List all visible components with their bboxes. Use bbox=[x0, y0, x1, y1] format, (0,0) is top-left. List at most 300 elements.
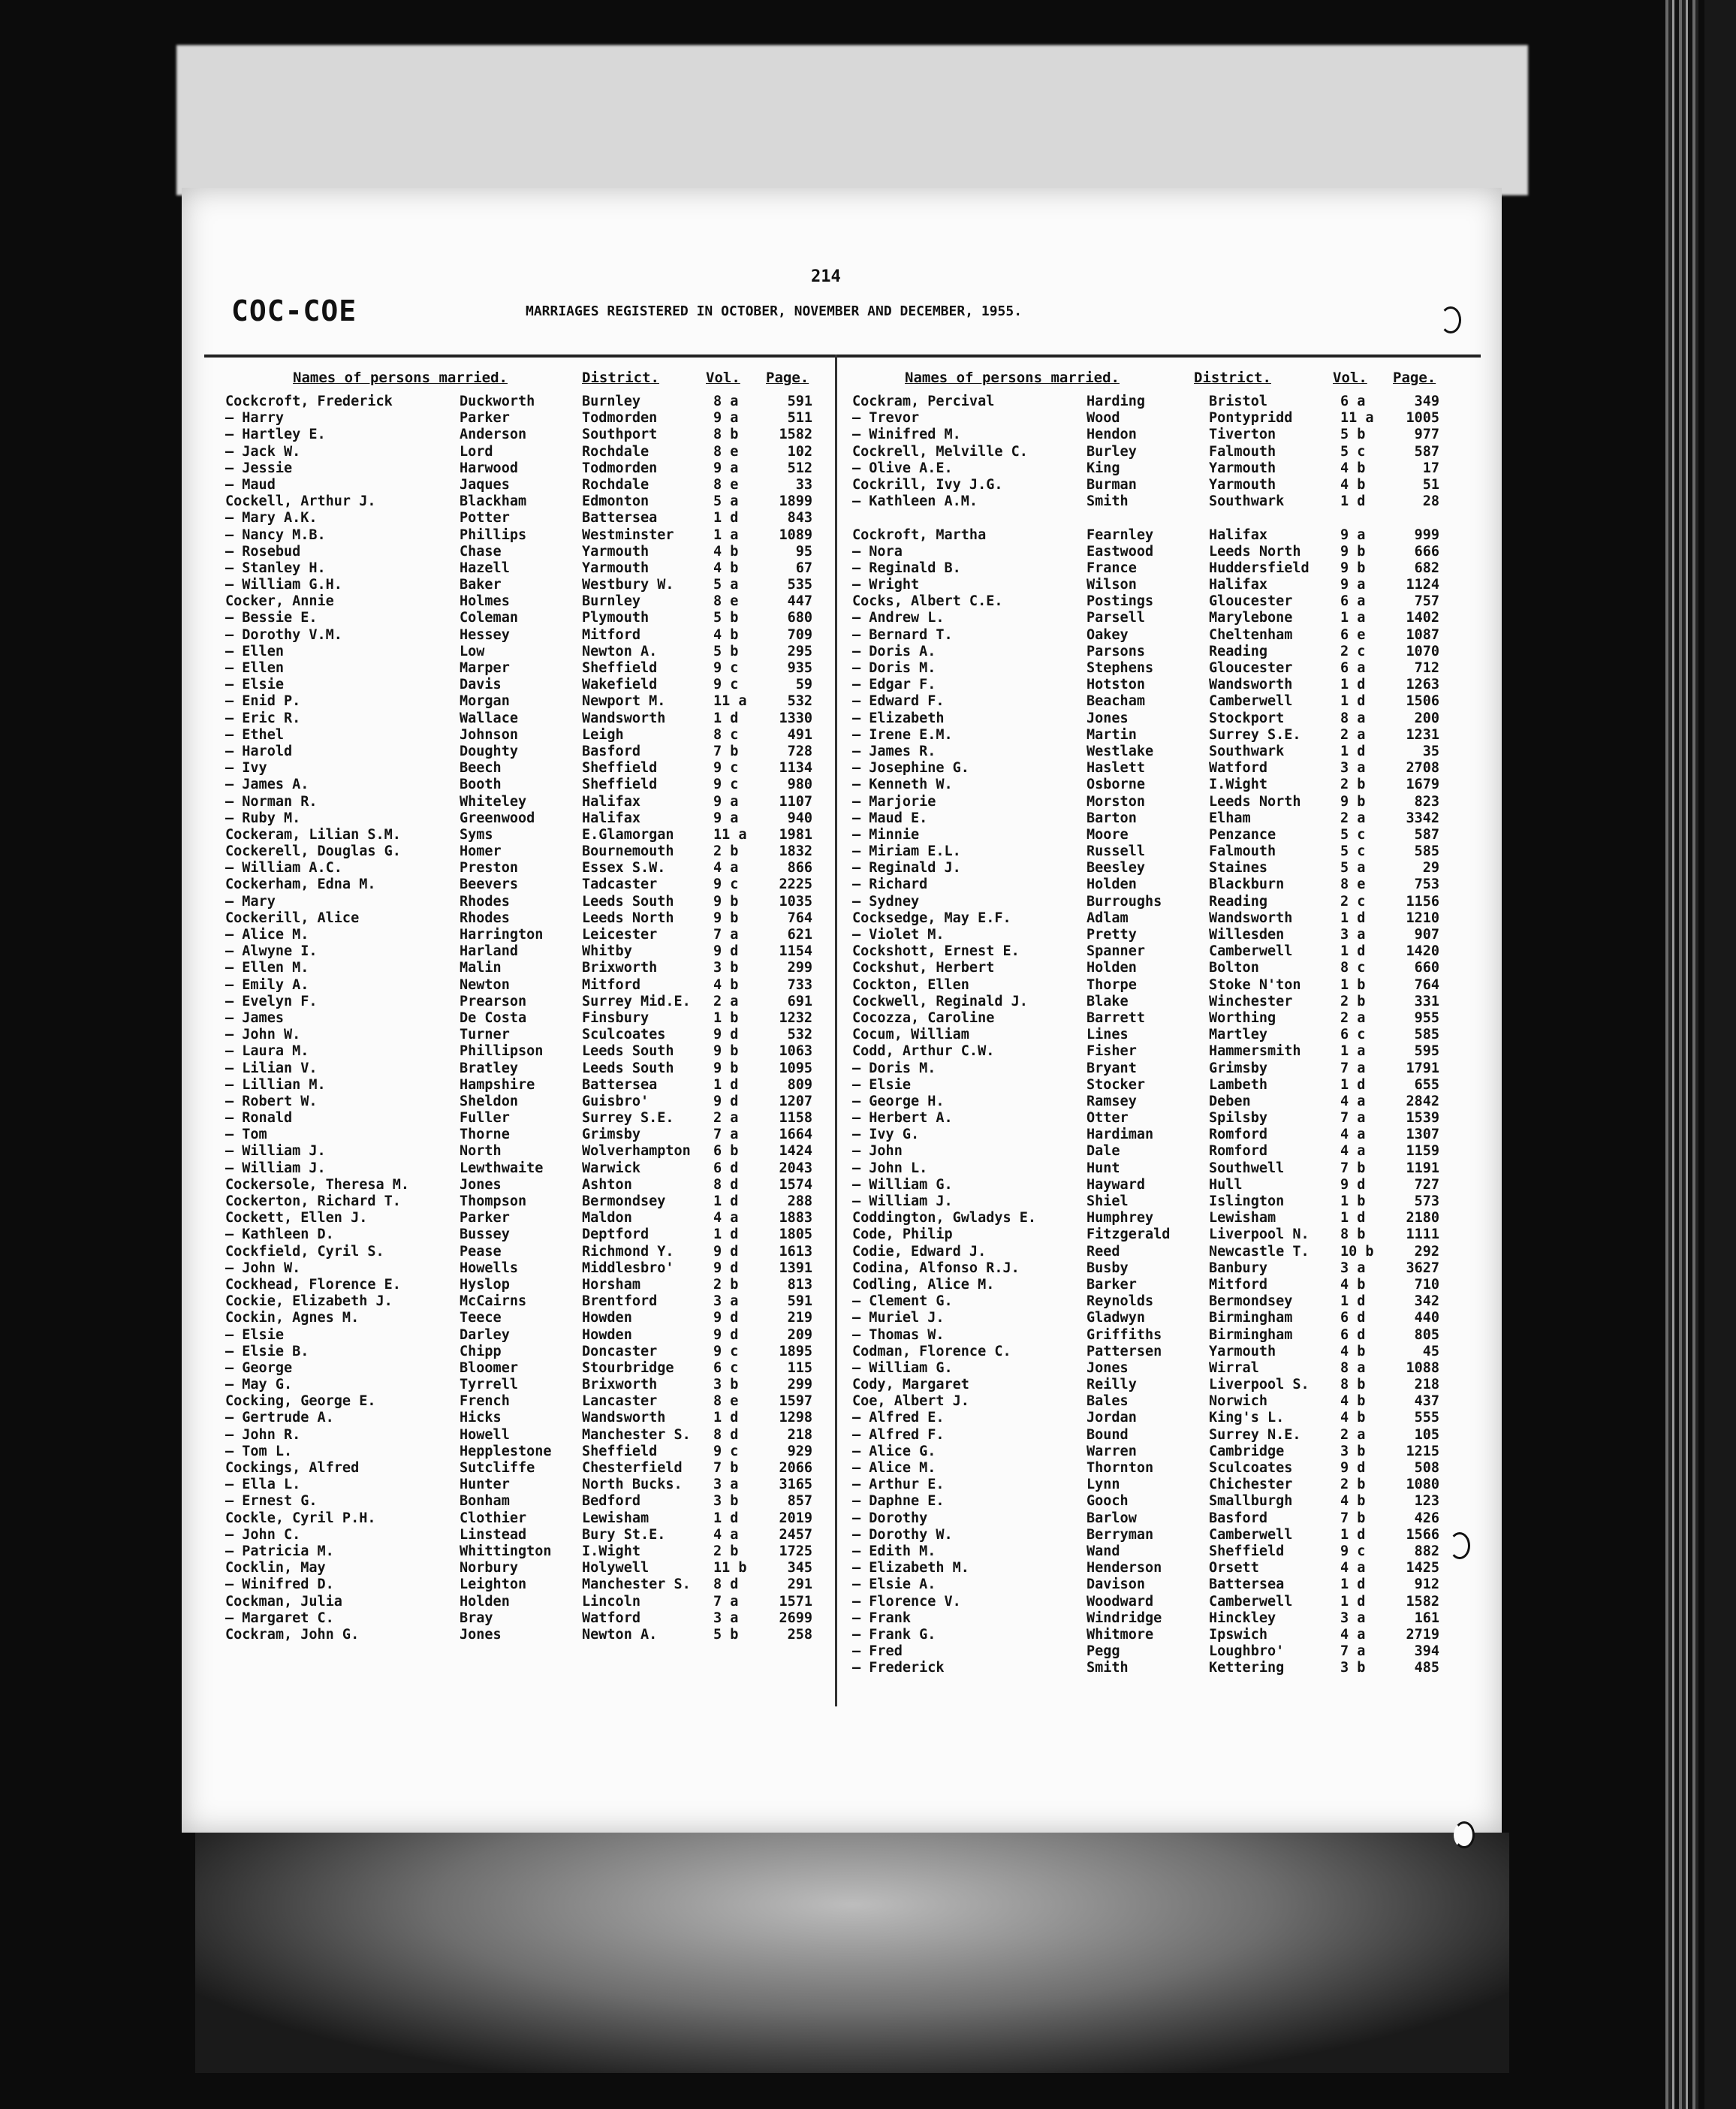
entry-spouse: Hessey bbox=[460, 626, 510, 643]
entry-volume: 4 a bbox=[713, 1210, 739, 1226]
register-entry bbox=[852, 810, 1475, 827]
entry-volume: 3 b bbox=[713, 1377, 739, 1393]
entry-spouse: Barker bbox=[1087, 1276, 1137, 1293]
entry-spouse: Beacham bbox=[1087, 693, 1145, 710]
entry-name: — Alice M. bbox=[852, 1460, 936, 1476]
entry-page: 710 bbox=[1414, 1276, 1439, 1293]
entry-page: 940 bbox=[787, 810, 812, 826]
register-entry bbox=[852, 660, 1475, 677]
entry-spouse: Johnson bbox=[460, 726, 518, 743]
register-entry bbox=[852, 910, 1475, 927]
register-entry bbox=[225, 943, 848, 960]
entry-spouse: Reed bbox=[1087, 1243, 1120, 1260]
entry-name: Cocks, Albert C.E. bbox=[852, 593, 1003, 610]
entry-name: — John L. bbox=[852, 1160, 928, 1176]
entry-volume: 9 d bbox=[1340, 1460, 1366, 1476]
entry-name: — Olive A.E. bbox=[852, 460, 953, 476]
register-entry bbox=[225, 1360, 848, 1377]
entry-volume: 3 a bbox=[713, 1610, 739, 1626]
entry-volume: 2 b bbox=[713, 1543, 739, 1559]
entry-name: — Irene E.M. bbox=[852, 726, 953, 743]
register-entry bbox=[225, 1210, 848, 1226]
entry-district: Guisbro' bbox=[582, 1093, 649, 1109]
register-entry bbox=[225, 910, 848, 927]
register-entry bbox=[225, 760, 848, 777]
entry-volume: 7 b bbox=[713, 1460, 739, 1476]
entry-spouse: Barrett bbox=[1087, 1009, 1145, 1026]
entry-district: Sheffield bbox=[582, 777, 658, 793]
entry-name: — Lilian V. bbox=[225, 1060, 318, 1076]
entry-spouse: King bbox=[1087, 460, 1120, 476]
entry-volume: 11 a bbox=[713, 826, 747, 843]
entry-name: — Elizabeth bbox=[852, 710, 945, 726]
register-entry bbox=[225, 1460, 848, 1477]
entry-district: Romford bbox=[1209, 1143, 1267, 1160]
register-entry bbox=[225, 810, 848, 827]
register-entry bbox=[225, 1061, 848, 1077]
register-entry bbox=[852, 427, 1475, 443]
entry-page: 115 bbox=[787, 1359, 812, 1376]
register-entry bbox=[225, 1077, 848, 1094]
entry-volume: 8 b bbox=[1340, 1377, 1366, 1393]
register-entry bbox=[852, 610, 1475, 626]
entry-district: Gloucester bbox=[1209, 593, 1293, 610]
entry-volume: 3 b bbox=[1340, 1660, 1366, 1676]
entry-spouse: Holden bbox=[1087, 960, 1137, 976]
entry-page: 29 bbox=[1422, 860, 1439, 876]
entry-spouse: Parker bbox=[460, 1210, 510, 1226]
entry-name: — Alice M. bbox=[225, 927, 309, 943]
entry-name: Cocker, Annie bbox=[225, 593, 334, 610]
register-entry bbox=[852, 544, 1475, 560]
entry-page: 955 bbox=[1414, 1009, 1439, 1026]
register-entry bbox=[852, 843, 1475, 860]
entry-page: 1679 bbox=[1406, 777, 1439, 793]
register-entry bbox=[852, 1477, 1475, 1493]
entry-district: Reading bbox=[1209, 893, 1267, 910]
entry-page: 342 bbox=[1414, 1293, 1439, 1310]
entry-page: 1883 bbox=[779, 1210, 812, 1226]
entry-district: Leeds South bbox=[582, 1060, 674, 1076]
register-entry bbox=[852, 1177, 1475, 1193]
register-entry bbox=[852, 693, 1475, 710]
entry-name: Cockersole, Theresa M. bbox=[225, 1176, 410, 1193]
entry-spouse: Hardiman bbox=[1087, 1127, 1154, 1143]
entry-district: Burnley bbox=[582, 394, 640, 409]
entry-name: Codman, Florence C. bbox=[852, 1343, 1011, 1359]
entry-page: 977 bbox=[1414, 427, 1439, 443]
register-entry bbox=[225, 894, 848, 910]
entry-name: — Doris A. bbox=[852, 643, 936, 659]
entry-district: Surrey Mid.E. bbox=[582, 993, 691, 1009]
entry-district: Battersea bbox=[582, 1076, 658, 1093]
entry-name: — Bernard T. bbox=[852, 626, 953, 643]
entry-spouse: Parker bbox=[460, 410, 510, 427]
register-entry bbox=[225, 860, 848, 876]
entry-district: Wirral bbox=[1209, 1359, 1259, 1376]
entry-volume: 2 a bbox=[1340, 1009, 1366, 1026]
entry-volume: 8 d bbox=[713, 1576, 739, 1593]
entry-page: 764 bbox=[1414, 976, 1439, 993]
entry-spouse: Griffiths bbox=[1087, 1326, 1162, 1343]
entry-name: Cockerill, Alice bbox=[225, 910, 360, 926]
entry-name: Cockman, Julia bbox=[225, 1593, 342, 1610]
register-entry bbox=[852, 593, 1475, 610]
entry-district: Leeds North bbox=[582, 910, 674, 926]
register-entry bbox=[852, 1576, 1475, 1593]
entry-district: Falmouth bbox=[1209, 443, 1276, 460]
entry-spouse: Fitzgerald bbox=[1087, 1226, 1171, 1243]
entry-name: — Ruby M. bbox=[225, 810, 301, 826]
entry-name: Cockwell, Reginald J. bbox=[852, 993, 1028, 1009]
entry-name: — Norman R. bbox=[225, 793, 318, 810]
entry-page: 712 bbox=[1414, 660, 1439, 676]
entry-spouse: Stephens bbox=[1087, 660, 1154, 676]
entry-district: Loughbro' bbox=[1209, 1643, 1285, 1660]
entry-volume: 9 c bbox=[713, 760, 739, 777]
entry-volume: 9 c bbox=[713, 677, 739, 693]
entry-page: 45 bbox=[1422, 1343, 1439, 1359]
entry-district: Liverpool S. bbox=[1209, 1377, 1310, 1393]
entry-spouse: Booth bbox=[460, 777, 502, 793]
register-entry bbox=[852, 394, 1475, 410]
entry-name: — Winifred D. bbox=[225, 1576, 334, 1593]
register-entry bbox=[225, 1110, 848, 1127]
entry-spouse: North bbox=[460, 1143, 502, 1160]
entry-page: 1420 bbox=[1406, 943, 1439, 960]
register-entry bbox=[852, 1344, 1475, 1360]
entry-volume: 1 d bbox=[1340, 1210, 1366, 1226]
entry-page: 3627 bbox=[1406, 1260, 1439, 1276]
entry-volume: 2 a bbox=[1340, 726, 1366, 743]
entry-district: Yarmouth bbox=[582, 543, 649, 560]
register-entry bbox=[225, 744, 848, 760]
entry-district: Lambeth bbox=[1209, 1076, 1267, 1093]
entry-volume: 6 a bbox=[1340, 394, 1366, 409]
entry-volume: 2 c bbox=[1340, 893, 1366, 910]
entry-volume: 9 d bbox=[713, 1310, 739, 1326]
entry-volume: 9 c bbox=[1340, 1543, 1366, 1559]
entry-page: 591 bbox=[787, 394, 812, 409]
register-entry bbox=[852, 1643, 1475, 1660]
entry-page: 999 bbox=[1414, 526, 1439, 543]
entry-volume: 4 b bbox=[1340, 476, 1366, 493]
entry-volume: 9 c bbox=[713, 660, 739, 676]
entry-page: 3342 bbox=[1406, 810, 1439, 826]
entry-spouse: Rhodes bbox=[460, 910, 510, 926]
entry-volume: 1 d bbox=[1340, 943, 1366, 960]
entry-district: Wandsworth bbox=[1209, 677, 1293, 693]
entry-name: — Margaret C. bbox=[225, 1610, 334, 1626]
entry-spouse: Bound bbox=[1087, 1426, 1129, 1443]
entry-page: 200 bbox=[1414, 710, 1439, 726]
entry-volume: 3 a bbox=[713, 1293, 739, 1310]
entry-name: — Edward F. bbox=[852, 693, 945, 710]
entry-volume: 4 b bbox=[1340, 1410, 1366, 1426]
vol-header: Vol. bbox=[706, 370, 740, 386]
entry-volume: 3 b bbox=[713, 1493, 739, 1510]
entry-spouse: Potter bbox=[460, 510, 510, 526]
entry-volume: 4 b bbox=[713, 560, 739, 576]
entry-page: 1425 bbox=[1406, 1560, 1439, 1576]
entry-volume: 1 b bbox=[1340, 976, 1366, 993]
entry-name: Cocksedge, May E.F. bbox=[852, 910, 1011, 926]
entry-page: 555 bbox=[1414, 1410, 1439, 1426]
top-paper-slip bbox=[176, 45, 1528, 195]
entry-page: 1805 bbox=[779, 1226, 812, 1243]
entry-name: Codie, Edward J. bbox=[852, 1243, 987, 1260]
entry-district: Todmorden bbox=[582, 460, 658, 476]
entry-district: Battersea bbox=[1209, 1576, 1285, 1593]
entry-district: Southwark bbox=[1209, 493, 1285, 510]
entry-spouse: Beesley bbox=[1087, 860, 1145, 876]
entry-page: 219 bbox=[787, 1310, 812, 1326]
entry-district: Hull bbox=[1209, 1176, 1243, 1193]
entry-name: — Alfred F. bbox=[852, 1426, 945, 1443]
entry-name: Cockroft, Martha bbox=[852, 526, 987, 543]
entry-district: Smallburgh bbox=[1209, 1493, 1293, 1510]
register-entry bbox=[225, 1193, 848, 1210]
entry-page: 1330 bbox=[779, 710, 812, 726]
entry-district: Staines bbox=[1209, 860, 1267, 876]
register-entry bbox=[852, 1226, 1475, 1243]
entry-spouse: Holmes bbox=[460, 593, 510, 610]
entry-volume: 1 d bbox=[1340, 743, 1366, 759]
entry-name: — George H. bbox=[852, 1093, 945, 1109]
entry-name: — Dorothy bbox=[852, 1510, 928, 1526]
entry-spouse: Thorpe bbox=[1087, 976, 1137, 993]
entry-page: 2719 bbox=[1406, 1626, 1439, 1643]
entry-volume: 9 b bbox=[1340, 793, 1366, 810]
entry-name: — Fred bbox=[852, 1643, 903, 1660]
register-entry bbox=[225, 427, 848, 443]
entry-volume: 1 d bbox=[1340, 910, 1366, 926]
entry-name: — James A. bbox=[225, 777, 309, 793]
register-entry bbox=[225, 677, 848, 693]
entry-page: 1402 bbox=[1406, 610, 1439, 626]
entry-volume: 1 d bbox=[1340, 693, 1366, 710]
entry-volume: 7 a bbox=[713, 1127, 739, 1143]
left-entries bbox=[225, 394, 848, 1643]
entry-volume: 8 d bbox=[713, 1176, 739, 1193]
entry-district: Pontypridd bbox=[1209, 410, 1293, 427]
entry-name: — Trevor bbox=[852, 410, 920, 427]
entry-volume: 1 d bbox=[713, 1410, 739, 1426]
entry-name: — Maud bbox=[225, 476, 276, 493]
entry-spouse: Prearson bbox=[460, 993, 527, 1009]
entry-spouse: Otter bbox=[1087, 1110, 1129, 1127]
entry-name: Cocum, William bbox=[852, 1027, 969, 1043]
entry-volume: 4 b bbox=[1340, 460, 1366, 476]
entry-spouse: Bryant bbox=[1087, 1060, 1137, 1076]
entry-district: Newton A. bbox=[582, 1626, 658, 1643]
entry-volume: 5 b bbox=[713, 643, 739, 659]
entry-volume: 3 a bbox=[713, 1477, 739, 1493]
entry-spouse: Doughty bbox=[460, 743, 518, 759]
entry-volume: 5 c bbox=[1340, 843, 1366, 860]
entry-page: 682 bbox=[1414, 560, 1439, 576]
entry-page: 1215 bbox=[1406, 1443, 1439, 1459]
entry-spouse: Thompson bbox=[460, 1193, 527, 1209]
entry-district: Deben bbox=[1209, 1093, 1251, 1109]
entry-spouse: Chipp bbox=[460, 1343, 502, 1359]
entry-district: Surrey S.E. bbox=[582, 1110, 674, 1127]
entry-page: 67 bbox=[795, 560, 812, 576]
entry-district: Cheltenham bbox=[1209, 626, 1293, 643]
register-entry bbox=[225, 1560, 848, 1576]
register-entry bbox=[852, 510, 1475, 526]
entry-name: Cockrell, Melville C. bbox=[852, 443, 1028, 460]
entry-page: 1158 bbox=[779, 1110, 812, 1127]
entry-page: 535 bbox=[787, 577, 812, 593]
entry-page: 1664 bbox=[779, 1127, 812, 1143]
entry-district: Maldon bbox=[582, 1210, 632, 1226]
entry-name: — Dorothy W. bbox=[852, 1526, 953, 1543]
entry-district: Bedford bbox=[582, 1493, 640, 1510]
entry-spouse: Wood bbox=[1087, 410, 1120, 427]
bottom-paper-smudge bbox=[195, 1833, 1509, 2073]
entry-page: 809 bbox=[787, 1076, 812, 1093]
entry-district: Tadcaster bbox=[582, 876, 658, 893]
register-entry bbox=[225, 1143, 848, 1160]
entry-page: 912 bbox=[1414, 1576, 1439, 1593]
entry-spouse: Jordan bbox=[1087, 1410, 1137, 1426]
entry-volume: 4 b bbox=[713, 543, 739, 560]
register-entry bbox=[852, 927, 1475, 943]
entry-name: — Robert W. bbox=[225, 1093, 318, 1109]
entry-page: 595 bbox=[1414, 1043, 1439, 1060]
entry-page: 1232 bbox=[779, 1009, 812, 1026]
entry-page: 209 bbox=[787, 1326, 812, 1343]
entry-spouse: Adlam bbox=[1087, 910, 1129, 926]
entry-volume: 8 c bbox=[713, 726, 739, 743]
entry-volume: 2 b bbox=[1340, 993, 1366, 1009]
entry-volume: 1 d bbox=[1340, 677, 1366, 693]
entry-volume: 10 b bbox=[1340, 1243, 1374, 1260]
register-entry bbox=[852, 1010, 1475, 1027]
register-entry bbox=[225, 843, 848, 860]
entry-district: Lincoln bbox=[582, 1593, 640, 1610]
entry-volume: 2 a bbox=[713, 1110, 739, 1127]
entry-district: Marylebone bbox=[1209, 610, 1293, 626]
entry-spouse: Warren bbox=[1087, 1443, 1137, 1459]
entry-spouse: Hazell bbox=[460, 560, 510, 576]
entry-district: Horsham bbox=[582, 1276, 640, 1293]
entry-district: Stockport bbox=[1209, 710, 1285, 726]
entry-page: 1539 bbox=[1406, 1110, 1439, 1127]
entry-name: Cockell, Arthur J. bbox=[225, 493, 376, 510]
register-entry bbox=[852, 960, 1475, 976]
entry-volume: 4 a bbox=[713, 860, 739, 876]
entry-page: 813 bbox=[787, 1276, 812, 1293]
entry-spouse: Jones bbox=[460, 1626, 502, 1643]
entry-spouse: Bloomer bbox=[460, 1359, 518, 1376]
register-entry bbox=[852, 1210, 1475, 1226]
entry-page: 59 bbox=[795, 677, 812, 693]
register-entry bbox=[852, 760, 1475, 777]
entry-district: Whitby bbox=[582, 943, 632, 960]
entry-name: — George bbox=[225, 1359, 293, 1376]
entry-name: — Laura M. bbox=[225, 1043, 309, 1060]
entry-district: Watford bbox=[582, 1610, 640, 1626]
page-header: Page. bbox=[766, 370, 809, 386]
entry-spouse: Lewthwaite bbox=[460, 1160, 544, 1176]
entry-spouse: McCairns bbox=[460, 1293, 527, 1310]
entry-spouse: Smith bbox=[1087, 493, 1129, 510]
entry-name: — Doris M. bbox=[852, 660, 936, 676]
entry-district: Brentford bbox=[582, 1293, 658, 1310]
entry-district: Camberwell bbox=[1209, 1593, 1293, 1610]
entry-name: Cockett, Ellen J. bbox=[225, 1210, 368, 1226]
register-entry bbox=[225, 1527, 848, 1543]
entry-name: — Alice G. bbox=[852, 1443, 936, 1459]
entry-page: 587 bbox=[1414, 826, 1439, 843]
entry-name: Cocklin, May bbox=[225, 1560, 326, 1576]
entry-page: 587 bbox=[1414, 443, 1439, 460]
entry-page: 1566 bbox=[1406, 1526, 1439, 1543]
entry-volume: 1 d bbox=[713, 510, 739, 526]
entry-name: — Elizabeth M. bbox=[852, 1560, 969, 1576]
entry-district: Deptford bbox=[582, 1226, 649, 1243]
entry-volume: 3 a bbox=[1340, 1610, 1366, 1626]
punch-hole-mark bbox=[1454, 1821, 1475, 1848]
entry-name: — James bbox=[225, 1009, 284, 1026]
entry-volume: 9 a bbox=[1340, 526, 1366, 543]
entry-spouse: Hunt bbox=[1087, 1160, 1120, 1176]
entry-spouse: Stocker bbox=[1087, 1076, 1145, 1093]
vol-header: Vol. bbox=[1333, 370, 1367, 386]
entry-district: Wandsworth bbox=[1209, 910, 1293, 926]
entry-volume: 7 a bbox=[1340, 1110, 1366, 1127]
entry-spouse: Harding bbox=[1087, 394, 1145, 409]
entry-page: 485 bbox=[1414, 1660, 1439, 1676]
entry-spouse: Baker bbox=[460, 577, 502, 593]
entry-district: North Bucks. bbox=[582, 1477, 683, 1493]
entry-page: 33 bbox=[795, 476, 812, 493]
register-entry bbox=[852, 1094, 1475, 1110]
entry-spouse: Preston bbox=[460, 860, 518, 876]
register-entry bbox=[852, 560, 1475, 577]
entry-spouse: Teece bbox=[460, 1310, 502, 1326]
register-entry bbox=[852, 444, 1475, 460]
entry-volume: 1 d bbox=[1340, 1076, 1366, 1093]
entry-spouse: Bray bbox=[460, 1610, 493, 1626]
register-entry bbox=[225, 527, 848, 544]
entry-volume: 5 a bbox=[1340, 860, 1366, 876]
entry-spouse: Morston bbox=[1087, 793, 1145, 810]
entry-name: — Alfred E. bbox=[852, 1410, 945, 1426]
entry-district: Westbury W. bbox=[582, 577, 674, 593]
entry-spouse: Hendon bbox=[1087, 427, 1137, 443]
register-entry bbox=[852, 1327, 1475, 1344]
film-edge-strip bbox=[1665, 0, 1698, 2109]
entry-volume: 9 b bbox=[1340, 543, 1366, 560]
entry-page: 1080 bbox=[1406, 1477, 1439, 1493]
entry-name: — Harry bbox=[225, 410, 284, 427]
entry-name: — Ellen M. bbox=[225, 960, 309, 976]
entry-volume: 4 b bbox=[1340, 1276, 1366, 1293]
register-entry bbox=[852, 1077, 1475, 1094]
entry-page: 1582 bbox=[1406, 1593, 1439, 1610]
entry-page: 218 bbox=[787, 1426, 812, 1443]
register-entry bbox=[225, 544, 848, 560]
surname-range: COC-COE bbox=[231, 294, 357, 327]
entry-page: 1159 bbox=[1406, 1143, 1439, 1160]
entry-page: 764 bbox=[787, 910, 812, 926]
register-entry bbox=[852, 1493, 1475, 1510]
entry-spouse: Sheldon bbox=[460, 1093, 518, 1109]
register-entry bbox=[225, 1043, 848, 1060]
